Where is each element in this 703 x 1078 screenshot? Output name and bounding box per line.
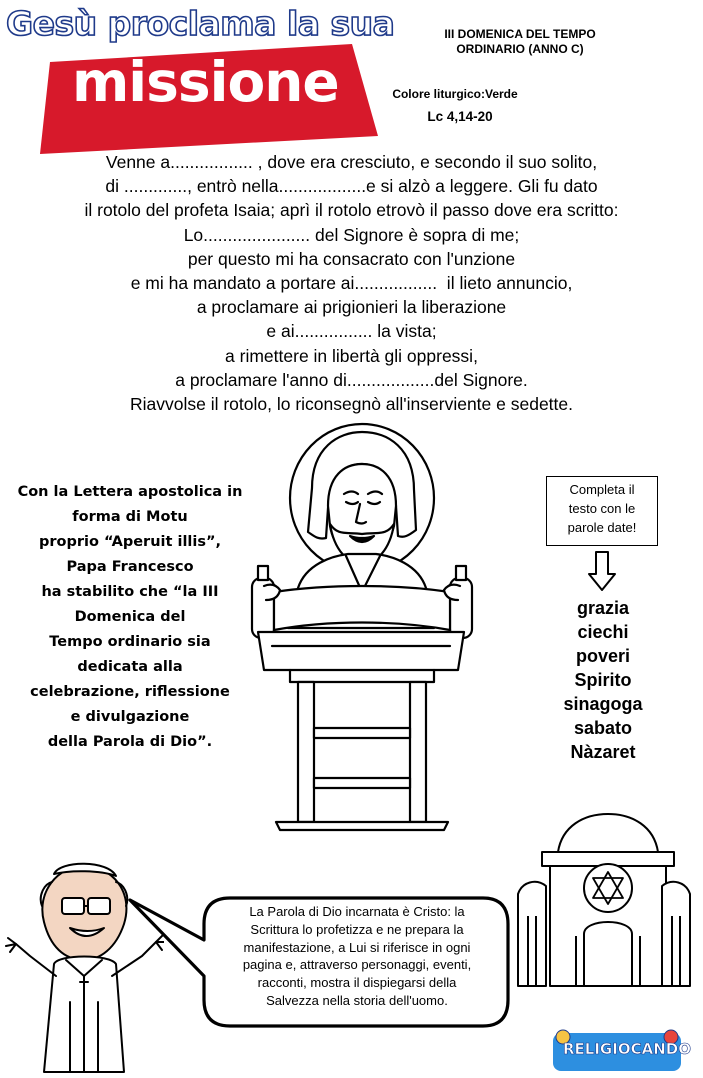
jesus-reading-illustration [228,418,490,838]
bubble-line: manifestazione, a Lui si riferisce in ogni [243,939,471,955]
aperuit-illis-note [10,480,250,755]
down-arrow-icon [588,550,616,592]
note-line: Tempo ordinario sia [49,634,211,650]
synagogue-illustration [514,812,694,988]
gospel-line: a proclamare ai prigionieri la liberazione [196,297,507,318]
word-bank-item: grazia [576,598,630,618]
gospel-line: Venne a................. , dove era cresciuto, e secondo il suo solito, [105,152,598,172]
gospel-line: Lo...................... del Signore è sopra di me; [183,224,520,245]
bubble-line: Scrittura lo profetizza e ne prepara la [250,921,464,937]
bubble-line: La Parola di Dio incarnata è Cristo: la [249,904,465,919]
gospel-line: di ............., entrò nella..................e si alzò a leggere. Gli fu dato [105,176,598,197]
instruction-line: testo con le [568,501,636,516]
note-line: proprio “Aperuit illis”, [38,534,222,550]
word-bank-item: poveri [575,646,631,666]
note-line: ha stabilito che “la III [41,584,219,600]
bubble-line: Salvezza nella storia dell'uomo. [266,992,448,1008]
gospel-line: il rotolo del profeta Isaia; aprì il rotolo etrovò il passo dove era scritto: [84,200,619,221]
gospel-reference: Lc 4,14-20 [427,109,493,124]
note-line: Domenica del [74,609,186,625]
title-line-1: Gesù proclama la sua [6,4,395,43]
gospel-text [0,150,703,416]
word-bank [548,596,658,764]
note-line: della Parola di Dio”. [47,734,213,750]
liturgical-color: Colore liturgico:Verde [392,87,518,101]
gospel-line: Riavvolse il rotolo, lo riconsegnò all'inserviente e sedette. [129,394,574,415]
gospel-line: e ai................ la vista; [266,321,437,342]
sunday-line-1: III DOMENICA DEL TEMPO [444,27,596,41]
bubble-line: pagina e, attraverso personaggi, eventi, [242,957,472,973]
gospel-line: per questo mi ha consacrato con l'unzione [187,248,516,269]
speech-bubble-text [225,903,489,1010]
instruction-box [546,476,658,546]
word-bank-item: Spirito [574,670,632,690]
word-bank-item: ciechi [577,622,629,642]
sunday-line-2: ORDINARIO (ANNO C) [456,42,584,56]
gospel-line: e mi ha mandato a portare ai................. il lieto annuncio, [130,273,573,294]
note-line: dedicata alla [77,659,183,675]
word-bank-item: sinagoga [563,694,643,714]
bubble-line: racconti, mostra il dispiegarsi della [257,975,457,991]
note-line: Con la Lettera apostolica in [17,484,243,500]
gospel-line: a rimettere in libertà gli oppressi, [225,345,478,366]
logo-text: RELIGIOCANDO [563,1040,691,1058]
instruction-line: parole date! [567,520,637,535]
note-line: Papa Francesco [66,559,194,575]
note-line: celebrazione, riflessione [30,684,230,700]
note-line: e divulgazione [70,709,190,725]
note-line: forma di Motu [72,509,188,525]
word-bank-item: sabato [573,718,633,738]
gospel-line: a proclamare l'anno di..................del Signore. [175,369,528,390]
word-bank-item: Nàzaret [570,742,636,762]
instruction-line: Completa il [569,482,635,497]
title-line-2: missione [72,50,339,114]
